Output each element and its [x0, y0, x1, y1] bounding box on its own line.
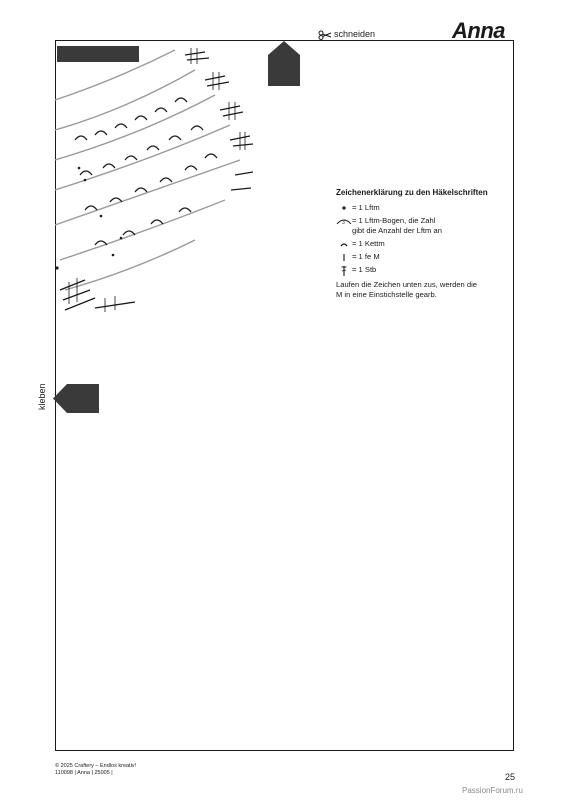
legend-note: Laufen die Zeichen unten zus, werden die M in eine Einstichstelle gearb. — [336, 280, 478, 299]
brand-logo: Anna — [452, 18, 505, 43]
cut-label-text: schneiden — [334, 29, 376, 39]
scissors-icon — [318, 30, 332, 40]
cut-label — [318, 29, 375, 40]
paste-tab-top — [268, 41, 300, 86]
legend-item-text: = 1 Lftm-Bogen, die Zahl gibt die Anzahl der Lftm an — [352, 216, 442, 235]
legend-item-chain-arc — [336, 216, 506, 236]
glue-label: kleben — [37, 383, 47, 410]
chain-arc-number: 3 — [342, 220, 345, 226]
legend-item-text: = 1 Kettm — [352, 239, 385, 248]
legend-item-text: = 1 Stb — [352, 265, 377, 274]
legend-item-slip-stitch — [336, 239, 506, 249]
watermark: PassionForum.ru — [462, 786, 523, 795]
chain-arc-icon — [336, 216, 352, 226]
paste-tab-left — [53, 384, 99, 413]
legend-title: Zeichenerklärung zu den Häkelschriften — [336, 188, 488, 197]
legend-item-single-crochet — [336, 252, 506, 262]
legend-item-double-crochet — [336, 265, 506, 277]
legend — [336, 188, 506, 300]
legend-item-text: = 1 Lftm — [352, 203, 380, 212]
footer-reference: 110098 | Anna | 25005 | — [55, 770, 113, 776]
footer — [55, 763, 136, 777]
chain-dot-icon — [339, 203, 349, 213]
slip-stitch-icon — [339, 239, 349, 249]
double-crochet-icon — [339, 265, 349, 277]
legend-item-chain — [336, 203, 506, 213]
legend-item-text: = 1 fe M — [352, 252, 380, 261]
footer-copyright: © 2025 Craftery – Endlos kreativ! — [55, 763, 137, 769]
crochet-chart-diagram — [55, 40, 255, 340]
page-number: 25 — [505, 772, 516, 782]
single-crochet-icon — [339, 252, 349, 262]
